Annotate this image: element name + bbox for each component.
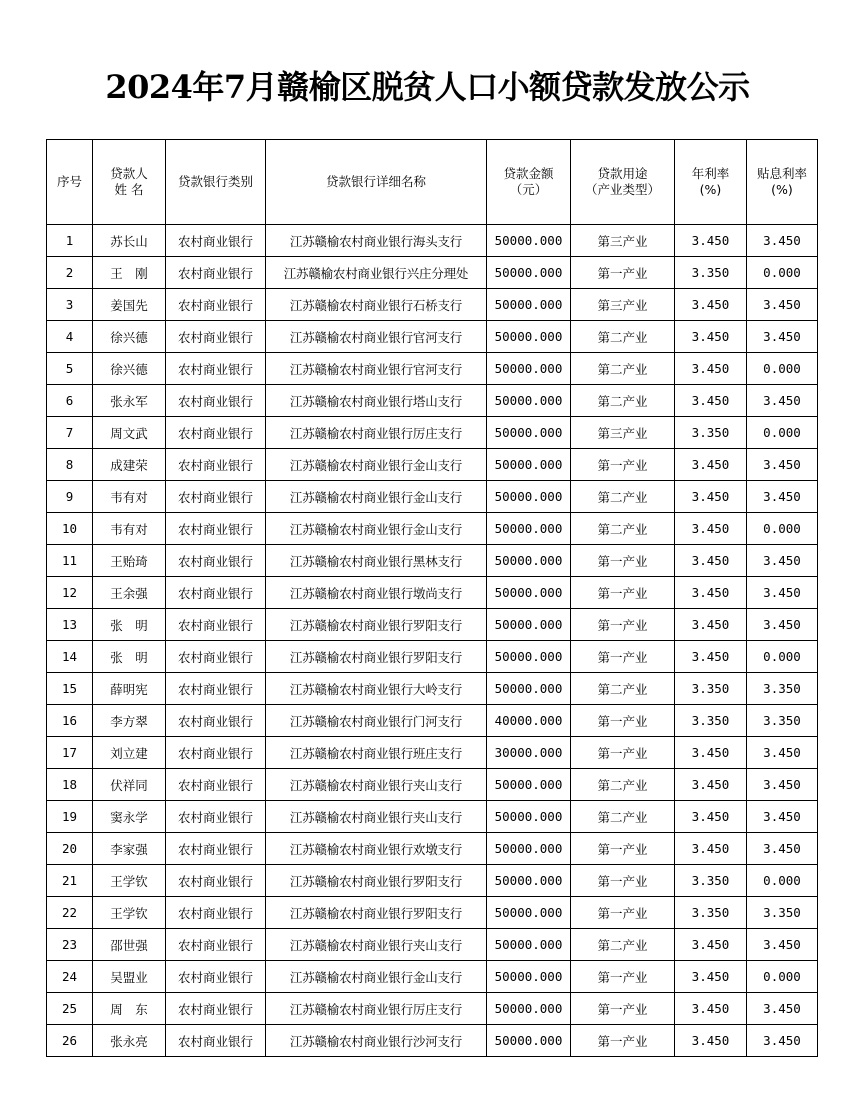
cell-borrower-name: 刘立建	[93, 737, 166, 769]
cell-amount: 50000.000	[487, 417, 571, 449]
cell-borrower-name: 张永军	[93, 385, 166, 417]
cell-bank-detail: 江苏赣榆农村商业银行罗阳支行	[266, 609, 487, 641]
table-row	[47, 801, 818, 833]
cell-rate: 3.450	[675, 481, 747, 513]
cell-subsidy: 3.450	[747, 609, 818, 641]
table-row	[47, 769, 818, 801]
cell-rate: 3.450	[675, 769, 747, 801]
cell-subsidy: 3.450	[747, 929, 818, 961]
cell-subsidy: 0.000	[747, 961, 818, 993]
cell-borrower-name: 王贻琦	[93, 545, 166, 577]
cell-seq: 12	[47, 577, 93, 609]
cell-bank-detail: 江苏赣榆农村商业银行厉庄支行	[266, 993, 487, 1025]
cell-bank-type: 农村商业银行	[166, 897, 266, 929]
cell-purpose: 第一产业	[571, 961, 675, 993]
cell-subsidy: 3.450	[747, 737, 818, 769]
cell-amount: 50000.000	[487, 897, 571, 929]
cell-rate: 3.350	[675, 865, 747, 897]
cell-amount: 50000.000	[487, 769, 571, 801]
cell-bank-type: 农村商业银行	[166, 929, 266, 961]
cell-bank-type: 农村商业银行	[166, 289, 266, 321]
cell-borrower-name: 成建荣	[93, 449, 166, 481]
cell-subsidy: 3.350	[747, 705, 818, 737]
cell-borrower-name: 苏长山	[93, 225, 166, 257]
cell-bank-detail: 江苏赣榆农村商业银行罗阳支行	[266, 865, 487, 897]
cell-seq: 16	[47, 705, 93, 737]
header-seq-label: 序号	[56, 174, 82, 189]
cell-rate: 3.450	[675, 385, 747, 417]
table-row	[47, 449, 818, 481]
cell-rate: 3.450	[675, 929, 747, 961]
header-amount	[487, 140, 571, 225]
table-row	[47, 225, 818, 257]
cell-borrower-name: 窦永学	[93, 801, 166, 833]
table-row	[47, 257, 818, 289]
cell-borrower-name: 薛明宪	[93, 673, 166, 705]
cell-purpose: 第二产业	[571, 513, 675, 545]
cell-purpose: 第二产业	[571, 481, 675, 513]
cell-rate: 3.450	[675, 1025, 747, 1057]
cell-amount: 50000.000	[487, 353, 571, 385]
cell-amount: 50000.000	[487, 929, 571, 961]
cell-purpose: 第一产业	[571, 737, 675, 769]
cell-rate: 3.350	[675, 257, 747, 289]
cell-bank-type: 农村商业银行	[166, 609, 266, 641]
cell-subsidy: 3.450	[747, 289, 818, 321]
cell-subsidy: 0.000	[747, 257, 818, 289]
cell-seq: 3	[47, 289, 93, 321]
cell-borrower-name: 王学钦	[93, 865, 166, 897]
header-subsidy-line1: 贴息利率	[756, 166, 807, 181]
table-row	[47, 289, 818, 321]
cell-borrower-name: 徐兴德	[93, 321, 166, 353]
table-row	[47, 673, 818, 705]
cell-purpose: 第一产业	[571, 1025, 675, 1057]
cell-bank-type: 农村商业银行	[166, 833, 266, 865]
cell-bank-type: 农村商业银行	[166, 385, 266, 417]
cell-seq: 26	[47, 1025, 93, 1057]
cell-seq: 19	[47, 801, 93, 833]
cell-amount: 50000.000	[487, 833, 571, 865]
cell-subsidy: 3.450	[747, 385, 818, 417]
cell-amount: 50000.000	[487, 513, 571, 545]
cell-subsidy: 3.450	[747, 577, 818, 609]
cell-seq: 14	[47, 641, 93, 673]
cell-borrower-name: 张永亮	[93, 1025, 166, 1057]
cell-amount: 50000.000	[487, 1025, 571, 1057]
cell-purpose: 第三产业	[571, 417, 675, 449]
cell-bank-detail: 江苏赣榆农村商业银行班庄支行	[266, 737, 487, 769]
cell-subsidy: 0.000	[747, 865, 818, 897]
cell-bank-detail: 江苏赣榆农村商业银行大岭支行	[266, 673, 487, 705]
cell-amount: 50000.000	[487, 385, 571, 417]
cell-rate: 3.450	[675, 993, 747, 1025]
header-seq	[47, 140, 93, 225]
header-bank-detail-label: 贷款银行详细名称	[325, 174, 426, 189]
cell-bank-type: 农村商业银行	[166, 545, 266, 577]
table-row	[47, 385, 818, 417]
cell-subsidy: 3.450	[747, 225, 818, 257]
cell-amount: 30000.000	[487, 737, 571, 769]
header-bank-detail	[266, 140, 487, 225]
cell-subsidy: 0.000	[747, 353, 818, 385]
table-row	[47, 481, 818, 513]
cell-purpose: 第二产业	[571, 769, 675, 801]
document-title: 2024年7月赣榆区脱贫人口小额贷款发放公示	[105, 68, 750, 106]
cell-purpose: 第一产业	[571, 577, 675, 609]
cell-rate: 3.450	[675, 609, 747, 641]
cell-bank-detail: 江苏赣榆农村商业银行金山支行	[266, 481, 487, 513]
cell-seq: 15	[47, 673, 93, 705]
table-row	[47, 417, 818, 449]
cell-seq: 13	[47, 609, 93, 641]
cell-bank-type: 农村商业银行	[166, 801, 266, 833]
cell-rate: 3.450	[675, 289, 747, 321]
cell-subsidy: 3.450	[747, 481, 818, 513]
cell-amount: 50000.000	[487, 609, 571, 641]
cell-borrower-name: 张 明	[93, 609, 166, 641]
cell-bank-detail: 江苏赣榆农村商业银行黑林支行	[266, 545, 487, 577]
cell-subsidy: 3.450	[747, 321, 818, 353]
cell-rate: 3.450	[675, 225, 747, 257]
cell-rate: 3.450	[675, 961, 747, 993]
cell-amount: 40000.000	[487, 705, 571, 737]
cell-bank-detail: 江苏赣榆农村商业银行官河支行	[266, 353, 487, 385]
cell-amount: 50000.000	[487, 577, 571, 609]
cell-purpose: 第二产业	[571, 321, 675, 353]
cell-bank-type: 农村商业银行	[166, 417, 266, 449]
cell-amount: 50000.000	[487, 289, 571, 321]
cell-bank-detail: 江苏赣榆农村商业银行兴庄分理处	[266, 257, 487, 289]
cell-seq: 5	[47, 353, 93, 385]
cell-purpose: 第三产业	[571, 289, 675, 321]
cell-bank-detail: 江苏赣榆农村商业银行沙河支行	[266, 1025, 487, 1057]
header-purpose-line1: 贷款用途	[597, 166, 648, 181]
cell-bank-detail: 江苏赣榆农村商业银行金山支行	[266, 449, 487, 481]
cell-borrower-name: 王余强	[93, 577, 166, 609]
cell-purpose: 第一产业	[571, 257, 675, 289]
cell-borrower-name: 韦有对	[93, 481, 166, 513]
header-rate	[675, 140, 747, 225]
table-row	[47, 609, 818, 641]
cell-bank-detail: 江苏赣榆农村商业银行官河支行	[266, 321, 487, 353]
table-row	[47, 545, 818, 577]
cell-bank-type: 农村商业银行	[166, 481, 266, 513]
cell-seq: 11	[47, 545, 93, 577]
cell-seq: 18	[47, 769, 93, 801]
cell-bank-type: 农村商业银行	[166, 513, 266, 545]
cell-rate: 3.450	[675, 545, 747, 577]
cell-amount: 50000.000	[487, 641, 571, 673]
cell-amount: 50000.000	[487, 225, 571, 257]
cell-purpose: 第二产业	[571, 353, 675, 385]
cell-bank-type: 农村商业银行	[166, 641, 266, 673]
table-row	[47, 577, 818, 609]
table-row	[47, 737, 818, 769]
cell-borrower-name: 王 刚	[93, 257, 166, 289]
cell-borrower-name: 周文武	[93, 417, 166, 449]
cell-bank-type: 农村商业银行	[166, 961, 266, 993]
cell-amount: 50000.000	[487, 993, 571, 1025]
table-row	[47, 993, 818, 1025]
cell-bank-type: 农村商业银行	[166, 769, 266, 801]
table-row	[47, 321, 818, 353]
cell-bank-detail: 江苏赣榆农村商业银行海头支行	[266, 225, 487, 257]
cell-seq: 9	[47, 481, 93, 513]
cell-subsidy: 3.350	[747, 897, 818, 929]
cell-bank-detail: 江苏赣榆农村商业银行石桥支行	[266, 289, 487, 321]
header-borrower-line2: 姓 名	[114, 182, 144, 197]
header-amount-line1: 贷款金额	[503, 166, 554, 181]
cell-purpose: 第一产业	[571, 545, 675, 577]
cell-bank-detail: 江苏赣榆农村商业银行欢墩支行	[266, 833, 487, 865]
cell-bank-detail: 江苏赣榆农村商业银行金山支行	[266, 961, 487, 993]
header-amount-line2: （元）	[509, 182, 548, 197]
cell-subsidy: 3.450	[747, 545, 818, 577]
cell-borrower-name: 伏祥同	[93, 769, 166, 801]
cell-seq: 17	[47, 737, 93, 769]
cell-seq: 2	[47, 257, 93, 289]
cell-subsidy: 0.000	[747, 417, 818, 449]
cell-rate: 3.450	[675, 801, 747, 833]
cell-borrower-name: 李家强	[93, 833, 166, 865]
cell-bank-detail: 江苏赣榆农村商业银行夹山支行	[266, 801, 487, 833]
cell-bank-detail: 江苏赣榆农村商业银行塔山支行	[266, 385, 487, 417]
table-row	[47, 641, 818, 673]
cell-bank-detail: 江苏赣榆农村商业银行门河支行	[266, 705, 487, 737]
cell-purpose: 第二产业	[571, 385, 675, 417]
cell-subsidy: 3.350	[747, 673, 818, 705]
cell-purpose: 第二产业	[571, 801, 675, 833]
cell-amount: 50000.000	[487, 961, 571, 993]
cell-seq: 20	[47, 833, 93, 865]
cell-purpose: 第三产业	[571, 225, 675, 257]
cell-bank-type: 农村商业银行	[166, 321, 266, 353]
cell-bank-type: 农村商业银行	[166, 705, 266, 737]
cell-borrower-name: 王学钦	[93, 897, 166, 929]
header-borrower	[93, 140, 166, 225]
header-purpose-line2: （产业类型）	[584, 182, 660, 197]
cell-rate: 3.450	[675, 353, 747, 385]
cell-amount: 50000.000	[487, 257, 571, 289]
header-subsidy	[747, 140, 818, 225]
cell-purpose: 第一产业	[571, 865, 675, 897]
cell-purpose: 第一产业	[571, 833, 675, 865]
cell-rate: 3.450	[675, 449, 747, 481]
cell-purpose: 第一产业	[571, 993, 675, 1025]
table-header-row	[47, 140, 818, 225]
cell-rate: 3.450	[675, 321, 747, 353]
cell-purpose: 第一产业	[571, 609, 675, 641]
cell-seq: 24	[47, 961, 93, 993]
cell-amount: 50000.000	[487, 321, 571, 353]
cell-bank-type: 农村商业银行	[166, 449, 266, 481]
cell-seq: 22	[47, 897, 93, 929]
cell-purpose: 第一产业	[571, 897, 675, 929]
cell-borrower-name: 吴盟业	[93, 961, 166, 993]
header-bank-type	[166, 140, 266, 225]
cell-amount: 50000.000	[487, 481, 571, 513]
cell-purpose: 第二产业	[571, 673, 675, 705]
header-borrower-line1: 贷款人	[110, 166, 148, 181]
cell-bank-type: 农村商业银行	[166, 225, 266, 257]
cell-purpose: 第二产业	[571, 929, 675, 961]
cell-rate: 3.350	[675, 897, 747, 929]
table-row	[47, 833, 818, 865]
cell-seq: 21	[47, 865, 93, 897]
header-rate-line1: 年利率	[691, 166, 730, 181]
cell-amount: 50000.000	[487, 545, 571, 577]
table-row	[47, 1025, 818, 1057]
cell-subsidy: 3.450	[747, 993, 818, 1025]
header-bank-type-label: 贷款银行类别	[177, 174, 253, 189]
cell-subsidy: 3.450	[747, 449, 818, 481]
cell-amount: 50000.000	[487, 673, 571, 705]
cell-seq: 7	[47, 417, 93, 449]
cell-bank-detail: 江苏赣榆农村商业银行罗阳支行	[266, 897, 487, 929]
cell-bank-type: 农村商业银行	[166, 257, 266, 289]
cell-purpose: 第一产业	[571, 705, 675, 737]
loan-table	[46, 139, 818, 1057]
cell-borrower-name: 徐兴德	[93, 353, 166, 385]
cell-subsidy: 3.450	[747, 833, 818, 865]
cell-borrower-name: 韦有对	[93, 513, 166, 545]
cell-rate: 3.450	[675, 833, 747, 865]
table-row	[47, 705, 818, 737]
cell-subsidy: 0.000	[747, 641, 818, 673]
cell-seq: 8	[47, 449, 93, 481]
cell-seq: 4	[47, 321, 93, 353]
cell-seq: 1	[47, 225, 93, 257]
table-row	[47, 353, 818, 385]
cell-rate: 3.350	[675, 705, 747, 737]
cell-borrower-name: 李方翠	[93, 705, 166, 737]
table-row	[47, 513, 818, 545]
table-row	[47, 897, 818, 929]
cell-amount: 50000.000	[487, 865, 571, 897]
cell-borrower-name: 张 明	[93, 641, 166, 673]
cell-seq: 6	[47, 385, 93, 417]
cell-rate: 3.350	[675, 673, 747, 705]
cell-purpose: 第一产业	[571, 449, 675, 481]
cell-borrower-name: 邵世强	[93, 929, 166, 961]
table-row	[47, 865, 818, 897]
cell-bank-detail: 江苏赣榆农村商业银行夹山支行	[266, 769, 487, 801]
cell-amount: 50000.000	[487, 449, 571, 481]
cell-subsidy: 3.450	[747, 801, 818, 833]
cell-subsidy: 0.000	[747, 513, 818, 545]
header-purpose	[571, 140, 675, 225]
table-row	[47, 961, 818, 993]
cell-bank-type: 农村商业银行	[166, 865, 266, 897]
cell-seq: 25	[47, 993, 93, 1025]
cell-rate: 3.450	[675, 737, 747, 769]
cell-bank-detail: 江苏赣榆农村商业银行夹山支行	[266, 929, 487, 961]
cell-purpose: 第一产业	[571, 641, 675, 673]
header-subsidy-line2: (%)	[771, 182, 793, 197]
table-body	[47, 225, 818, 1057]
cell-rate: 3.450	[675, 513, 747, 545]
header-rate-line2: (%)	[699, 182, 722, 197]
cell-amount: 50000.000	[487, 801, 571, 833]
cell-borrower-name: 周 东	[93, 993, 166, 1025]
cell-bank-type: 农村商业银行	[166, 353, 266, 385]
cell-bank-detail: 江苏赣榆农村商业银行金山支行	[266, 513, 487, 545]
cell-seq: 23	[47, 929, 93, 961]
cell-bank-detail: 江苏赣榆农村商业银行厉庄支行	[266, 417, 487, 449]
cell-bank-type: 农村商业银行	[166, 577, 266, 609]
cell-borrower-name: 姜国先	[93, 289, 166, 321]
cell-subsidy: 3.450	[747, 1025, 818, 1057]
cell-bank-type: 农村商业银行	[166, 673, 266, 705]
cell-rate: 3.450	[675, 577, 747, 609]
cell-subsidy: 3.450	[747, 769, 818, 801]
cell-bank-type: 农村商业银行	[166, 1025, 266, 1057]
cell-seq: 10	[47, 513, 93, 545]
cell-rate: 3.350	[675, 417, 747, 449]
table-row	[47, 929, 818, 961]
cell-bank-type: 农村商业银行	[166, 993, 266, 1025]
cell-bank-type: 农村商业银行	[166, 737, 266, 769]
cell-bank-detail: 江苏赣榆农村商业银行墩尚支行	[266, 577, 487, 609]
cell-bank-detail: 江苏赣榆农村商业银行罗阳支行	[266, 641, 487, 673]
cell-rate: 3.450	[675, 641, 747, 673]
